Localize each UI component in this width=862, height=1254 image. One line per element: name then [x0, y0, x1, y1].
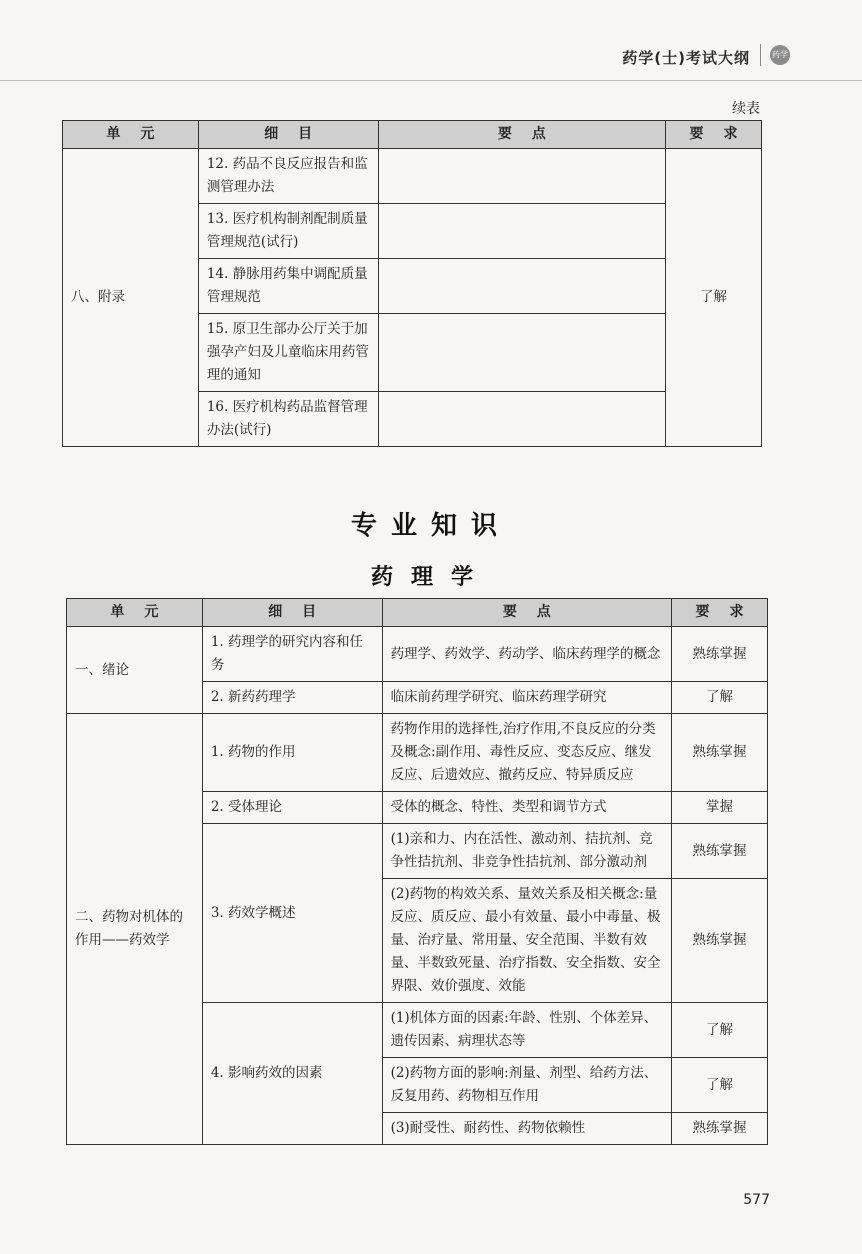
item-cell: 12. 药品不良反应报告和监测管理办法 [198, 149, 378, 204]
points-cell: (2)药物的构效关系、量效关系及相关概念:量反应、质反应、最小有效量、最小中毒量、极量、治疗量、常用量、安全范围、半数有效量、半数致死量、治疗指数、安全指数、安全界限、效价强度、效能 [382, 879, 672, 1003]
section-title: 专业知识 [350, 511, 511, 541]
points-cell: (1)亲和力、内在活性、激动剂、拮抗剂、竞争性拮抗剂、非竞争性拮抗剂、部分激动剂 [382, 824, 672, 879]
req-cell: 了解 [672, 1058, 768, 1113]
points-cell: (2)药物方面的影响:剂量、剂型、给药方法、反复用药、药物相互作用 [382, 1058, 672, 1113]
col-header-unit: 单元 [63, 121, 199, 149]
req-cell: 熟练掌握 [672, 1113, 768, 1145]
item-cell: 1. 药物的作用 [202, 714, 382, 792]
unit-cell: 八、附录 [63, 149, 199, 447]
unit-cell: 二、药物对机体的作用——药效学 [67, 714, 203, 1145]
col-header-points: 要点 [378, 121, 666, 149]
points-cell: (3)耐受性、耐药性、药物依赖性 [382, 1113, 672, 1145]
points-cell: 临床前药理学研究、临床药理学研究 [382, 682, 672, 714]
unit-cell: 一、绪论 [67, 627, 203, 714]
points-cell [378, 149, 666, 204]
item-cell: 2. 受体理论 [202, 792, 382, 824]
col-header-item: 细目 [202, 599, 382, 627]
continued-label: 续表 [732, 101, 760, 117]
running-title: 药学(士)考试大纲 [622, 49, 750, 67]
points-cell [378, 204, 666, 259]
req-cell: 了解 [672, 1003, 768, 1058]
item-cell: 2. 新药药理学 [202, 682, 382, 714]
page-number: 577 [743, 1192, 770, 1208]
col-header-item: 细目 [198, 121, 378, 149]
points-cell: 受体的概念、特性、类型和调节方式 [382, 792, 672, 824]
points-cell: 药物作用的选择性,治疗作用,不良反应的分类及概念:副作用、毒性反应、变态反应、继发反应、后遗效应、撤药反应、特异质反应 [382, 714, 672, 792]
header-badge-icon: 药学 [770, 45, 790, 65]
req-cell: 熟练掌握 [672, 627, 768, 682]
points-cell: (1)机体方面的因素:年龄、性别、个体差异、遗传因素、病理状态等 [382, 1003, 672, 1058]
points-cell [378, 259, 666, 314]
col-header-points: 要点 [382, 599, 672, 627]
points-cell [378, 392, 666, 447]
req-cell: 了解 [666, 149, 762, 447]
header-divider [760, 44, 761, 66]
points-cell: 药理学、药效学、药动学、临床药理学的概念 [382, 627, 672, 682]
req-cell: 了解 [672, 682, 768, 714]
col-header-unit: 单元 [67, 599, 203, 627]
req-cell: 熟练掌握 [672, 824, 768, 879]
pharmacology-table [66, 598, 768, 1145]
item-cell: 14. 静脉用药集中调配质量管理规范 [198, 259, 378, 314]
req-cell: 熟练掌握 [672, 714, 768, 792]
subsection-title: 药理学 [370, 565, 491, 590]
appendix-table [62, 120, 762, 447]
item-cell: 4. 影响药效的因素 [202, 1003, 382, 1145]
points-cell [378, 314, 666, 392]
item-cell: 1. 药理学的研究内容和任务 [202, 627, 382, 682]
req-cell: 熟练掌握 [672, 879, 768, 1003]
req-cell: 掌握 [672, 792, 768, 824]
item-cell: 16. 医疗机构药品监督管理办法(试行) [198, 392, 378, 447]
item-cell: 15. 原卫生部办公厅关于加强孕产妇及儿童临床用药管理的通知 [198, 314, 378, 392]
col-header-req: 要求 [666, 121, 762, 149]
item-cell: 13. 医疗机构制剂配制质量管理规范(试行) [198, 204, 378, 259]
col-header-req: 要求 [672, 599, 768, 627]
item-cell: 3. 药效学概述 [202, 824, 382, 1003]
